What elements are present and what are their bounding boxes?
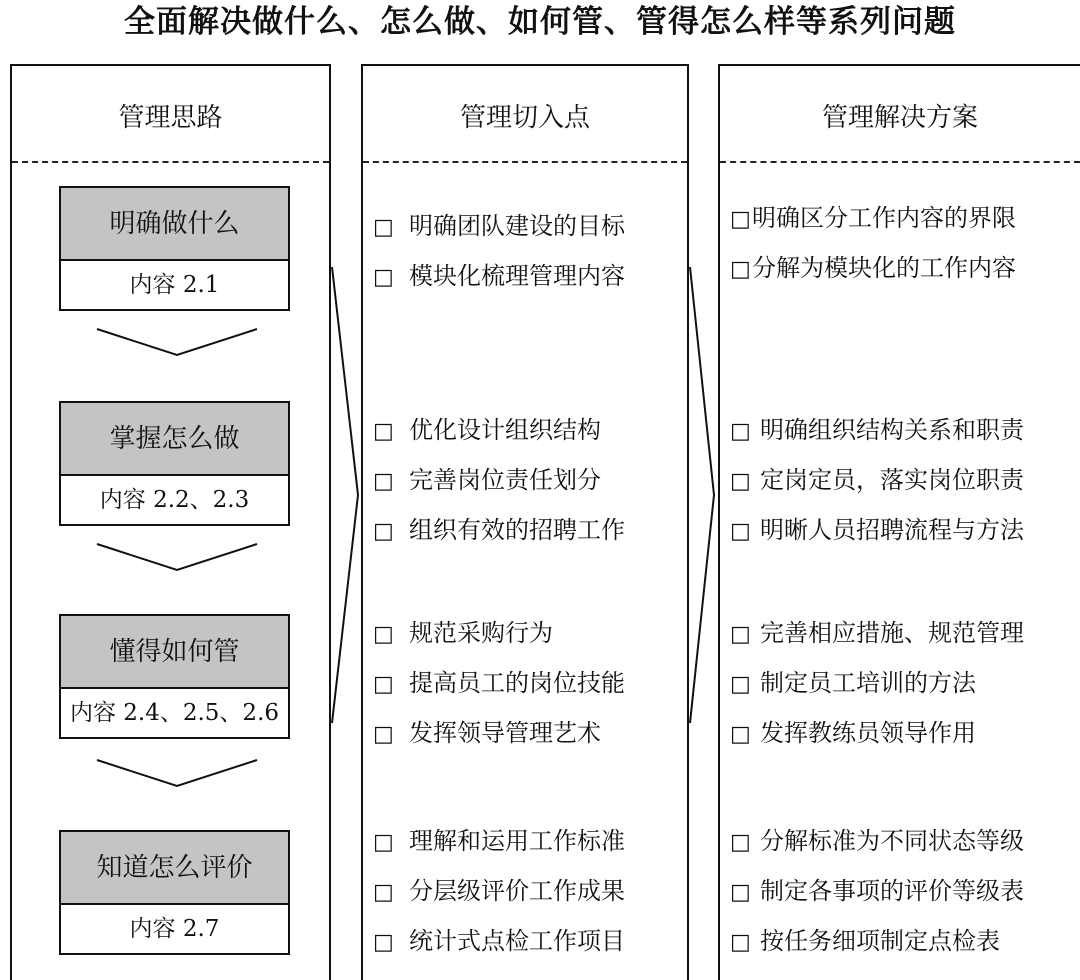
entry-item (373, 618, 553, 650)
checkbox-icon: □ (730, 622, 751, 647)
checkbox-icon: □ (373, 622, 394, 647)
dashed-divider (363, 161, 687, 163)
solution-item (730, 203, 1016, 235)
diagram-title: 全面解决做什么、怎么做、如何管、管得怎么样等系列问题 (124, 4, 956, 40)
step-box-1 (59, 186, 290, 311)
entry-item (373, 926, 625, 958)
entry-item-text: 统计式点检工作项目 (409, 927, 625, 955)
solution-item-text: 发挥教练员领导作用 (760, 719, 976, 747)
checkbox-icon: □ (730, 672, 751, 697)
checkbox-icon: □ (373, 519, 394, 544)
entry-item-text: 理解和运用工作标准 (409, 827, 625, 855)
entry-item (373, 718, 601, 750)
checkbox-icon: □ (373, 830, 394, 855)
checkbox-icon: □ (373, 265, 394, 290)
checkbox-icon: □ (730, 880, 751, 905)
entry-item (373, 515, 625, 547)
entry-item (373, 211, 625, 243)
step-content-ref: 内容 2.2、2.3 (59, 476, 290, 526)
right-angle-connector (330, 265, 362, 725)
entry-item-text: 模块化梳理管理内容 (409, 262, 625, 290)
step-name: 明确做什么 (59, 186, 290, 261)
solution-item (730, 926, 1000, 958)
down-chevron-arrow (97, 542, 257, 574)
entry-item-text: 明确团队建设的目标 (409, 212, 625, 240)
step-box-4 (59, 830, 290, 955)
solution-item (730, 618, 1024, 650)
solution-item-text: 明确区分工作内容的界限 (752, 204, 1016, 232)
solution-item (730, 826, 1024, 858)
column-entry-points (361, 64, 689, 980)
solution-item (730, 515, 1024, 547)
step-content-ref: 内容 2.4、2.5、2.6 (59, 689, 290, 739)
entry-item (373, 465, 601, 497)
checkbox-icon: □ (730, 722, 751, 747)
solution-item-text: 分解为模块化的工作内容 (752, 254, 1016, 282)
column-management-thinking (10, 64, 331, 980)
entry-item-text: 组织有效的招聘工作 (409, 516, 625, 544)
solution-item-text: 明确组织结构关系和职责 (760, 416, 1024, 444)
entry-item-text: 规范采购行为 (409, 619, 553, 647)
entry-item (373, 261, 625, 293)
solution-item-text: 定岗定员，落实岗位职责 (760, 466, 1024, 494)
step-content-ref: 内容 2.7 (59, 905, 290, 955)
checkbox-icon: □ (373, 722, 394, 747)
entry-item-text: 完善岗位责任划分 (409, 466, 601, 494)
down-chevron-arrow (97, 758, 257, 790)
checkbox-icon: □ (730, 207, 751, 232)
column-header-solutions: 管理解决方案 (821, 103, 978, 133)
checkbox-icon: □ (373, 880, 394, 905)
step-name: 懂得如何管 (59, 614, 290, 689)
checkbox-icon: □ (373, 469, 394, 494)
solution-item-text: 完善相应措施、规范管理 (760, 619, 1024, 647)
step-content-ref: 内容 2.1 (59, 261, 290, 311)
down-chevron-arrow (97, 327, 257, 359)
dashed-divider (720, 161, 1080, 163)
solution-item (730, 668, 976, 700)
column-header-thinking: 管理思路 (118, 103, 223, 133)
column-header-entry-points: 管理切入点 (459, 103, 590, 133)
entry-item (373, 668, 625, 700)
right-angle-connector (688, 265, 718, 725)
solution-item-text: 制定员工培训的方法 (760, 669, 976, 697)
entry-item-text: 发挥领导管理艺术 (409, 719, 601, 747)
solution-item-text: 按任务细项制定点检表 (760, 927, 1000, 955)
checkbox-icon: □ (373, 930, 394, 955)
column-solutions (718, 64, 1080, 980)
entry-item-text: 优化设计组织结构 (409, 416, 601, 444)
step-box-2 (59, 401, 290, 526)
entry-item-text: 提高员工的岗位技能 (409, 669, 625, 697)
checkbox-icon: □ (730, 469, 751, 494)
checkbox-icon: □ (373, 419, 394, 444)
checkbox-icon: □ (373, 215, 394, 240)
checkbox-icon: □ (730, 830, 751, 855)
solution-item-text: 制定各事项的评价等级表 (760, 877, 1024, 905)
solution-item-text: 分解标准为不同状态等级 (760, 827, 1024, 855)
entry-item (373, 826, 625, 858)
checkbox-icon: □ (730, 257, 751, 282)
checkbox-icon: □ (730, 419, 751, 444)
entry-item (373, 876, 625, 908)
step-box-3 (59, 614, 290, 739)
solution-item (730, 415, 1024, 447)
entry-item (373, 415, 601, 447)
solution-item (730, 465, 1024, 497)
checkbox-icon: □ (730, 930, 751, 955)
checkbox-icon: □ (373, 672, 394, 697)
dashed-divider (12, 161, 329, 163)
step-name: 知道怎么评价 (59, 830, 290, 905)
entry-item-text: 分层级评价工作成果 (409, 877, 625, 905)
solution-item (730, 718, 976, 750)
solution-item (730, 876, 1024, 908)
step-name: 掌握怎么做 (59, 401, 290, 476)
solution-item-text: 明晰人员招聘流程与方法 (760, 516, 1024, 544)
solution-item (730, 253, 1016, 285)
checkbox-icon: □ (730, 519, 751, 544)
